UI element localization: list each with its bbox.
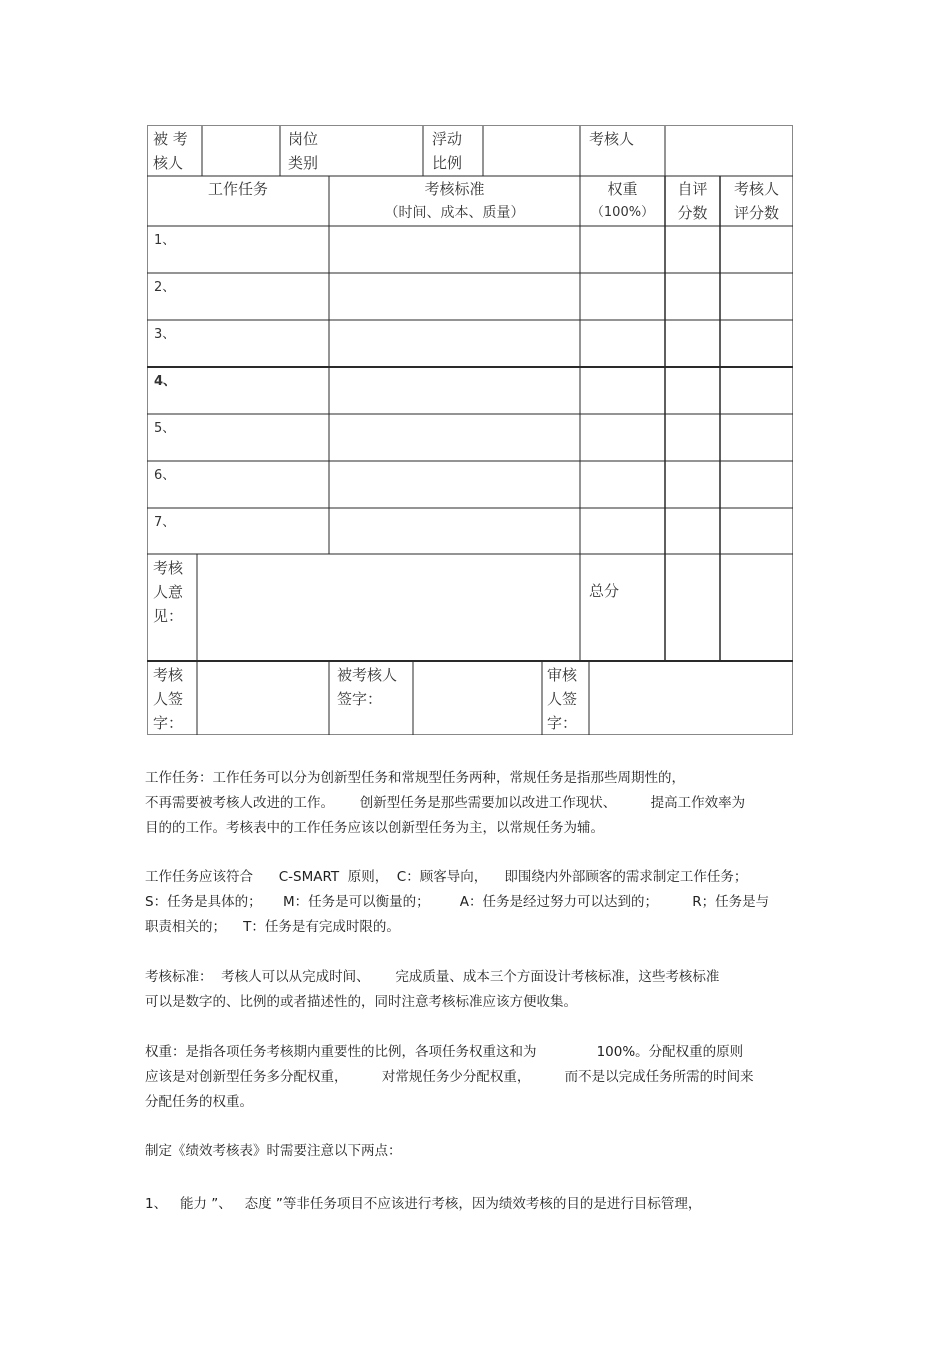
appraisal-form-table — [145, 124, 795, 736]
paragraph-weight: 权重：是指各项任务考核期内重要性的比例，各项任务权重这和为 100%。分配权重的原则 应该是对创新型任务多分配权重， 对常规任务少分配权重， 而不是以完成任务所需的时间来 分配任务的权重。 — [145, 1044, 754, 1110]
paragraph-notes-intro: 制定《绩效考核表》时需要注意以下两点： — [145, 1143, 402, 1159]
col-weight-header: 权重 （100%） — [590, 180, 655, 220]
paragraph-c-smart: 工作任务应该符合 C-SMART 原则， C：顾客导向， 即围绕内外部顾客的需求制定工作任务； S：任务是具体的； M：任务是可以衡量的； A：任务是经过努力可以达到的； R；任务是与 职责相关的； T：任务是有完成时限的。 — [145, 869, 770, 935]
task-row-number: 7、 — [154, 515, 176, 530]
reviewee-label: 被 考 核人 — [153, 130, 188, 172]
col-standard-header: 考核标准 （时间、成本、质量） — [384, 180, 525, 221]
paragraph-work-task: 工作任务：工作任务可以分为创新型任务和常规型任务两种，常规任务是指那些周期性的， 不再需要被考核人改进的工作。 创新型任务是那些需要加以改进工作现状、 提高工作效率为 目的的工作。考核表中的工作任务应该以创新型任务为主，以常规任务为辅。 — [145, 770, 746, 836]
reviewer-label: 考核人 — [589, 130, 635, 148]
reviewer-opinion-label: 考核 人意 见： — [153, 559, 184, 625]
col-reviewer-score-header: 考核人 评分数 — [733, 180, 779, 222]
task-row-number: 5、 — [154, 421, 176, 436]
task-row-number: 4、 — [154, 374, 177, 389]
total-score-label: 总分 — [589, 582, 620, 600]
paragraph-standard: 考核标准： 考核人可以从完成时间、 完成质量、成本三个方面设计考核标准，这些考核标准 可以是数字的、比例的或者描述性的，同时注意考核标准应该方便收集。 — [145, 969, 720, 1010]
paragraph-note-1: 1、 能力 ”、 态度 ”等非任务项目不应该进行考核，因为绩效考核的目的是进行目标管理， — [145, 1196, 702, 1212]
task-row-number: 1、 — [154, 233, 176, 248]
task-row-number: 3、 — [154, 327, 176, 342]
float-ratio-label: 浮动 比例 — [432, 130, 463, 172]
auditor-signature-label: 审核 人签 字： — [547, 666, 578, 732]
task-row-number: 6、 — [154, 468, 176, 483]
reviewee-signature-label: 被考核人 签字： — [337, 666, 398, 708]
reviewer-signature-label: 考核 人签 字： — [153, 666, 184, 732]
col-task-header: 工作任务 — [207, 180, 268, 198]
position-label: 岗位 类别 — [288, 130, 319, 172]
col-self-score-header: 自评 分数 — [677, 180, 708, 222]
task-row-number: 2、 — [154, 280, 176, 295]
